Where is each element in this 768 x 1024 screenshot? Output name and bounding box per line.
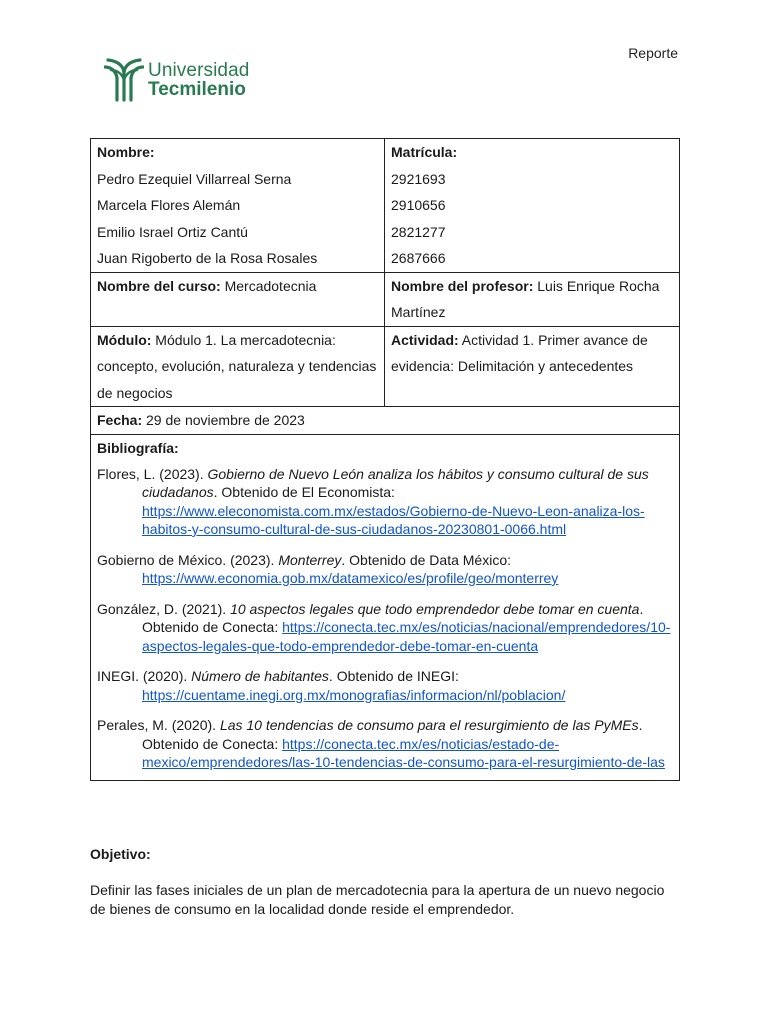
reference-source: . Obtenido de Conecta: bbox=[142, 600, 644, 635]
curso-value: Mercadotecnia bbox=[220, 277, 317, 294]
reference-source: . Obtenido de INEGI: bbox=[328, 668, 459, 684]
reference-authors: González, D. (2021). bbox=[97, 600, 231, 617]
student-name: Marcela Flores Alemán bbox=[97, 197, 241, 213]
students-row bbox=[91, 139, 680, 273]
activity-cell bbox=[385, 326, 680, 407]
course-cell bbox=[91, 272, 385, 326]
reference-authors: Gobierno de México. (2023). bbox=[97, 551, 279, 568]
logo-text-tecmilenio: Tecmilenio bbox=[148, 79, 246, 100]
reference-authors: INEGI. (2020). bbox=[97, 668, 192, 684]
bibliography-row bbox=[91, 434, 680, 780]
matricula-label: Matrícula: bbox=[391, 144, 458, 160]
reference-link[interactable]: https://conecta.tec.mx/es/noticias/nacional/emprendedores/10-aspectos-legales-que-todo-emprendedor-debe-tomar-en-cuenta bbox=[142, 619, 671, 654]
nombre-label: Nombre: bbox=[97, 144, 155, 160]
student-name: Pedro Ezequiel Villarreal Serna bbox=[97, 170, 292, 187]
reference-item bbox=[97, 465, 673, 539]
reference-item bbox=[97, 551, 673, 588]
student-name: Emilio Israel Ortiz Cantú bbox=[97, 223, 248, 240]
logo-text-universidad: Universidad bbox=[148, 60, 250, 81]
actividad-label: Actividad: bbox=[391, 331, 459, 348]
reference-title: Número de habitantes bbox=[191, 668, 329, 684]
objective-heading: Objetivo: bbox=[90, 846, 151, 862]
reference-authors: Perales, M. (2020). bbox=[97, 717, 220, 733]
reference-item bbox=[97, 667, 673, 704]
reference-title: Las 10 tendencias de consumo para el resurgimiento de las PyMEs bbox=[219, 717, 639, 733]
university-logo bbox=[104, 56, 249, 102]
modulo-value: Módulo 1. La mercadotecnia: concepto, evolución, naturaleza y tendencias de negocios bbox=[97, 331, 377, 401]
objective-text: Definir las fases iniciales de un plan de mercadotecnia para la apertura de un nuevo negocio de bienes de consumo en la localidad donde reside el emprendedor. bbox=[90, 882, 665, 917]
reference-list bbox=[97, 465, 673, 772]
students-names-cell bbox=[91, 139, 385, 273]
reference-link[interactable]: https://conecta.tec.mx/es/noticias/estado-de-mexico/emprendedores/las-10-tendencias-de-consumo-para-el-resurgimiento-de-las bbox=[142, 735, 665, 770]
reference-link[interactable]: https://cuentame.inegi.org.mx/monografias/informacion/nl/poblacion/ bbox=[142, 686, 566, 703]
student-id: 2921693 bbox=[391, 170, 446, 187]
curso-label: Nombre del curso: bbox=[97, 277, 221, 294]
profesor-value: Luis Enrique Rocha Martínez bbox=[391, 277, 660, 320]
student-id: 2910656 bbox=[391, 197, 446, 213]
fecha-label: Fecha: bbox=[97, 412, 143, 428]
reference-item bbox=[97, 600, 673, 656]
reference-title: 10 aspectos legales que todo emprendedor debe tomar en cuenta bbox=[230, 600, 640, 617]
date-cell bbox=[91, 407, 680, 435]
reference-source: . Obtenido de Conecta: bbox=[142, 717, 643, 752]
student-id: 2821277 bbox=[391, 223, 446, 240]
module-row bbox=[91, 326, 680, 407]
course-row bbox=[91, 272, 680, 326]
info-table bbox=[90, 138, 680, 781]
page-label: Reporte bbox=[628, 45, 678, 61]
reference-link[interactable]: https://www.economia.gob.mx/datamexico/es/profile/geo/monterrey bbox=[142, 570, 559, 586]
objective-section bbox=[90, 846, 680, 918]
professor-cell bbox=[385, 272, 680, 326]
tecmilenio-logo-icon bbox=[104, 56, 144, 102]
reference-authors: Flores, L. (2023). bbox=[97, 465, 208, 482]
student-id: 2687666 bbox=[391, 250, 446, 266]
date-row bbox=[91, 407, 680, 435]
bibliography-cell bbox=[91, 434, 680, 780]
reference-item bbox=[97, 716, 673, 772]
reference-source: . Obtenido de El Economista: bbox=[213, 484, 395, 500]
profesor-label: Nombre del profesor: bbox=[391, 277, 534, 294]
student-name: Juan Rigoberto de la Rosa Rosales bbox=[97, 250, 318, 266]
module-cell bbox=[91, 326, 385, 407]
bibliografia-label: Bibliografía: bbox=[97, 439, 179, 456]
actividad-value: Actividad 1. Primer avance de evidencia: Delimitación y antecedentes bbox=[391, 331, 648, 374]
reference-title: Gobierno de Nuevo León analiza los hábitos y consumo cultural de sus ciudadanos bbox=[142, 465, 649, 500]
fecha-value: 29 de noviembre de 2023 bbox=[142, 412, 305, 428]
students-ids-cell bbox=[385, 139, 680, 273]
reference-link[interactable]: https://www.eleconomista.com.mx/estados/Gobierno-de-Nuevo-Leon-analiza-los-habitos-y-consumo-cultural-de-sus-ciudadanos-20230801-0066.html bbox=[142, 502, 645, 537]
reference-title: Monterrey bbox=[278, 551, 342, 568]
modulo-label: Módulo: bbox=[97, 331, 152, 348]
reference-source: . Obtenido de Data México: bbox=[341, 551, 512, 568]
